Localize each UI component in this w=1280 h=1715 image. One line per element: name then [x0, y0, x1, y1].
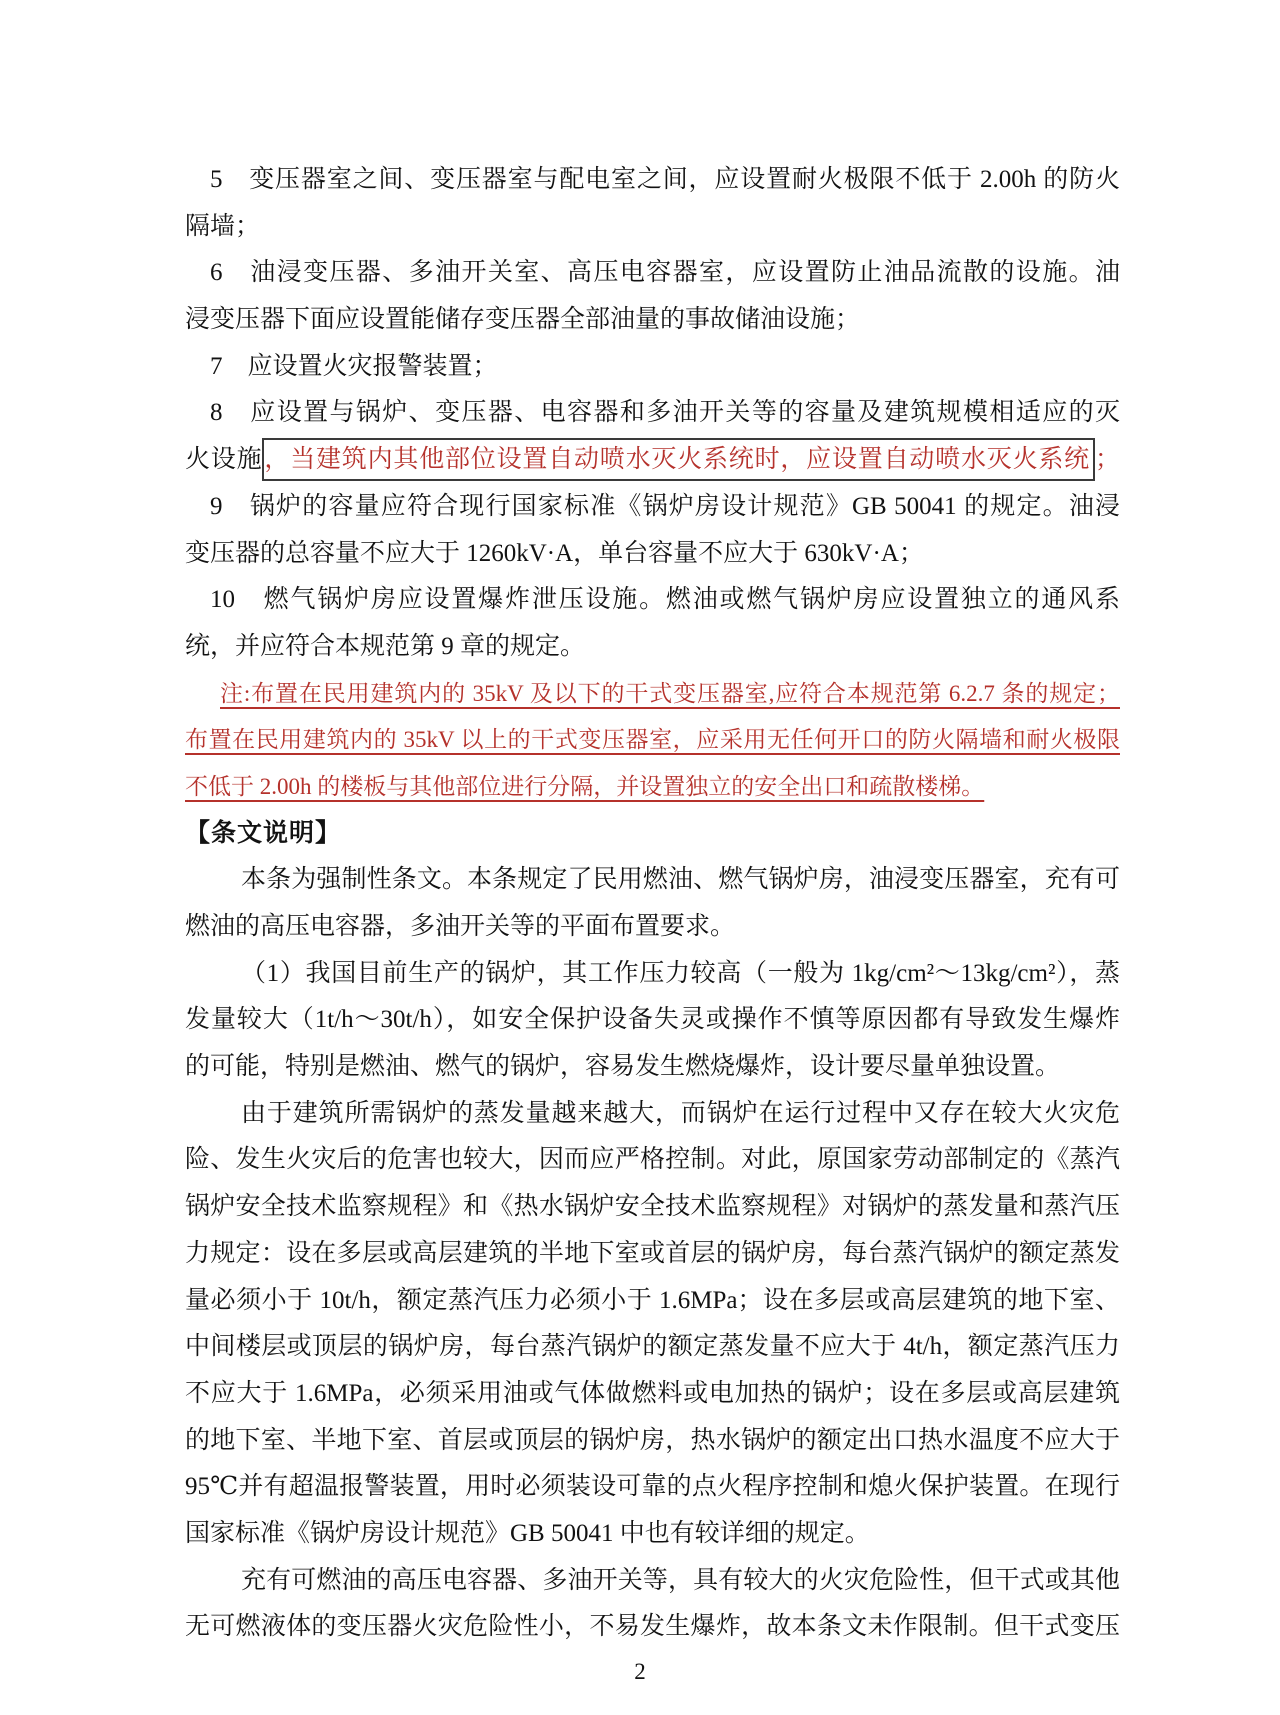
explanation-p3-line-2: 险、发生火灾后的危害也较大，因而应严格控制。对此，原国家劳动部制定的《蒸汽 [185, 1146, 1120, 1174]
explanation-p3-line-6: 中间楼层或顶层的锅炉房，每台蒸汽锅炉的额定蒸发量不应大于 4t/h，额定蒸汽压力 [185, 1333, 1120, 1361]
explanation-p1-line-1: 本条为强制性条文。本条规定了民用燃油、燃气锅炉房，油浸变压器室，充有可 [241, 866, 1120, 894]
clause-item-8-line-2 [185, 437, 1120, 484]
explanation-p3-line-9: 95℃并有超温报警装置，用时必须装设可靠的点火程序控制和熄火保护装置。在现行 [185, 1473, 1120, 1501]
highlight-box [262, 438, 1095, 481]
note-line-1: 注:布置在民用建筑内的 35kV 及以下的干式变压器室,应符合本规范第 6.2.7 条的规定； [220, 680, 1120, 706]
explanation-heading: 【条文说明】 [185, 819, 342, 847]
explanation-p1-line-2: 燃油的高压电容器，多油开关等的平面布置要求。 [185, 913, 736, 940]
clause-item-8-line-1: 8 应设置与锅炉、变压器、电容器和多油开关等的容量及建筑规模相适应的灭 [210, 399, 1120, 427]
clause-item-9-line-1: 9 锅炉的容量应符合现行国家标准《锅炉房设计规范》GB 50041 的规定。油浸 [210, 492, 1120, 520]
explanation-p3-line-7: 不应大于 1.6MPa，必须采用油或气体做燃料或电加热的锅炉；设在多层或高层建筑 [185, 1379, 1120, 1407]
explanation-p4-line-2: 无可燃液体的变压器火灾危险性小，不易发生爆炸，故本条文未作限制。但干式变压 [185, 1613, 1120, 1641]
page-number: 2 [634, 1659, 646, 1684]
explanation-p3-line-8: 的地下室、半地下室、首层或顶层的锅炉房，热水锅炉的额定出口热水温度不应大于 [185, 1426, 1120, 1454]
clause-item-5-line-2: 隔墙； [185, 212, 261, 240]
clause-item-10-line-2: 统，并应符合本规范第 9 章的规定。 [185, 632, 586, 660]
explanation-p3-line-10: 国家标准《锅炉房设计规范》GB 50041 中也有较详细的规定。 [185, 1519, 870, 1547]
clause-item-6-line-2: 浸变压器下面应设置能储存变压器全部油量的事故储油设施； [185, 306, 861, 334]
clause-item-5-line-1: 5 变压器室之间、变压器室与配电室之间，应设置耐火极限不低于 2.00h 的防火 [210, 166, 1120, 193]
note-line-2: 布置在民用建筑内的 35kV 以上的干式变压器室，应采用无任何开口的防火隔墙和耐火极限 [185, 727, 1120, 753]
item8-suffix-punctuation: ； [1094, 446, 1120, 474]
explanation-p2-line-1: （1）我国目前生产的锅炉，其工作压力较高（一般为 1kg/cm²～13kg/cm²），蒸 [241, 959, 1120, 987]
explanation-p3-line-4: 力规定：设在多层或高层建筑的半地下室或首层的锅炉房，每台蒸汽锅炉的额定蒸发 [185, 1239, 1120, 1267]
note-line-3: 不低于 2.00h 的楼板与其他部位进行分隔，并设置独立的安全出口和疏散楼梯。 [185, 773, 985, 799]
item8-boxed-text: ，当建筑内其他部位设置自动喷水灭火系统时，应设置自动喷水灭火系统 [264, 446, 1090, 474]
clause-item-6-line-1: 6 油浸变压器、多油开关室、高压电容器室，应设置防止油品流散的设施。油 [210, 259, 1120, 287]
explanation-p3-line-3: 锅炉安全技术监察规程》和《热水锅炉安全技术监察规程》对锅炉的蒸发量和蒸汽压 [185, 1193, 1120, 1221]
explanation-p3-line-5: 量必须小于 10t/h，额定蒸汽压力必须小于 1.6MPa；设在多层或高层建筑的地下室、 [185, 1286, 1120, 1314]
clause-item-7-line-1: 7 应设置火灾报警装置； [210, 352, 498, 380]
clause-item-9-line-2: 变压器的总容量不应大于 1260kV·A，单台容量不应大于 630kV·A； [185, 539, 924, 567]
clause-item-10-line-1: 10 燃气锅炉房应设置爆炸泄压设施。燃油或燃气锅炉房应设置独立的通风系 [210, 586, 1120, 614]
explanation-p4-line-1: 充有可燃油的高压电容器、多油开关等，具有较大的火灾危险性，但干式或其他 [241, 1566, 1120, 1594]
explanation-p2-line-3: 的可能，特别是燃油、燃气的锅炉，容易发生燃烧爆炸，设计要尽量单独设置。 [185, 1053, 1061, 1081]
explanation-p3-line-1: 由于建筑所需锅炉的蒸发量越来越大，而锅炉在运行过程中又存在较大火灾危 [241, 1099, 1120, 1127]
explanation-p2-line-2: 发量较大（1t/h～30t/h），如安全保护设备失灵或操作不慎等原因都有导致发生爆炸 [185, 1006, 1120, 1034]
item8-prefix-text: 火设施 [185, 446, 263, 474]
